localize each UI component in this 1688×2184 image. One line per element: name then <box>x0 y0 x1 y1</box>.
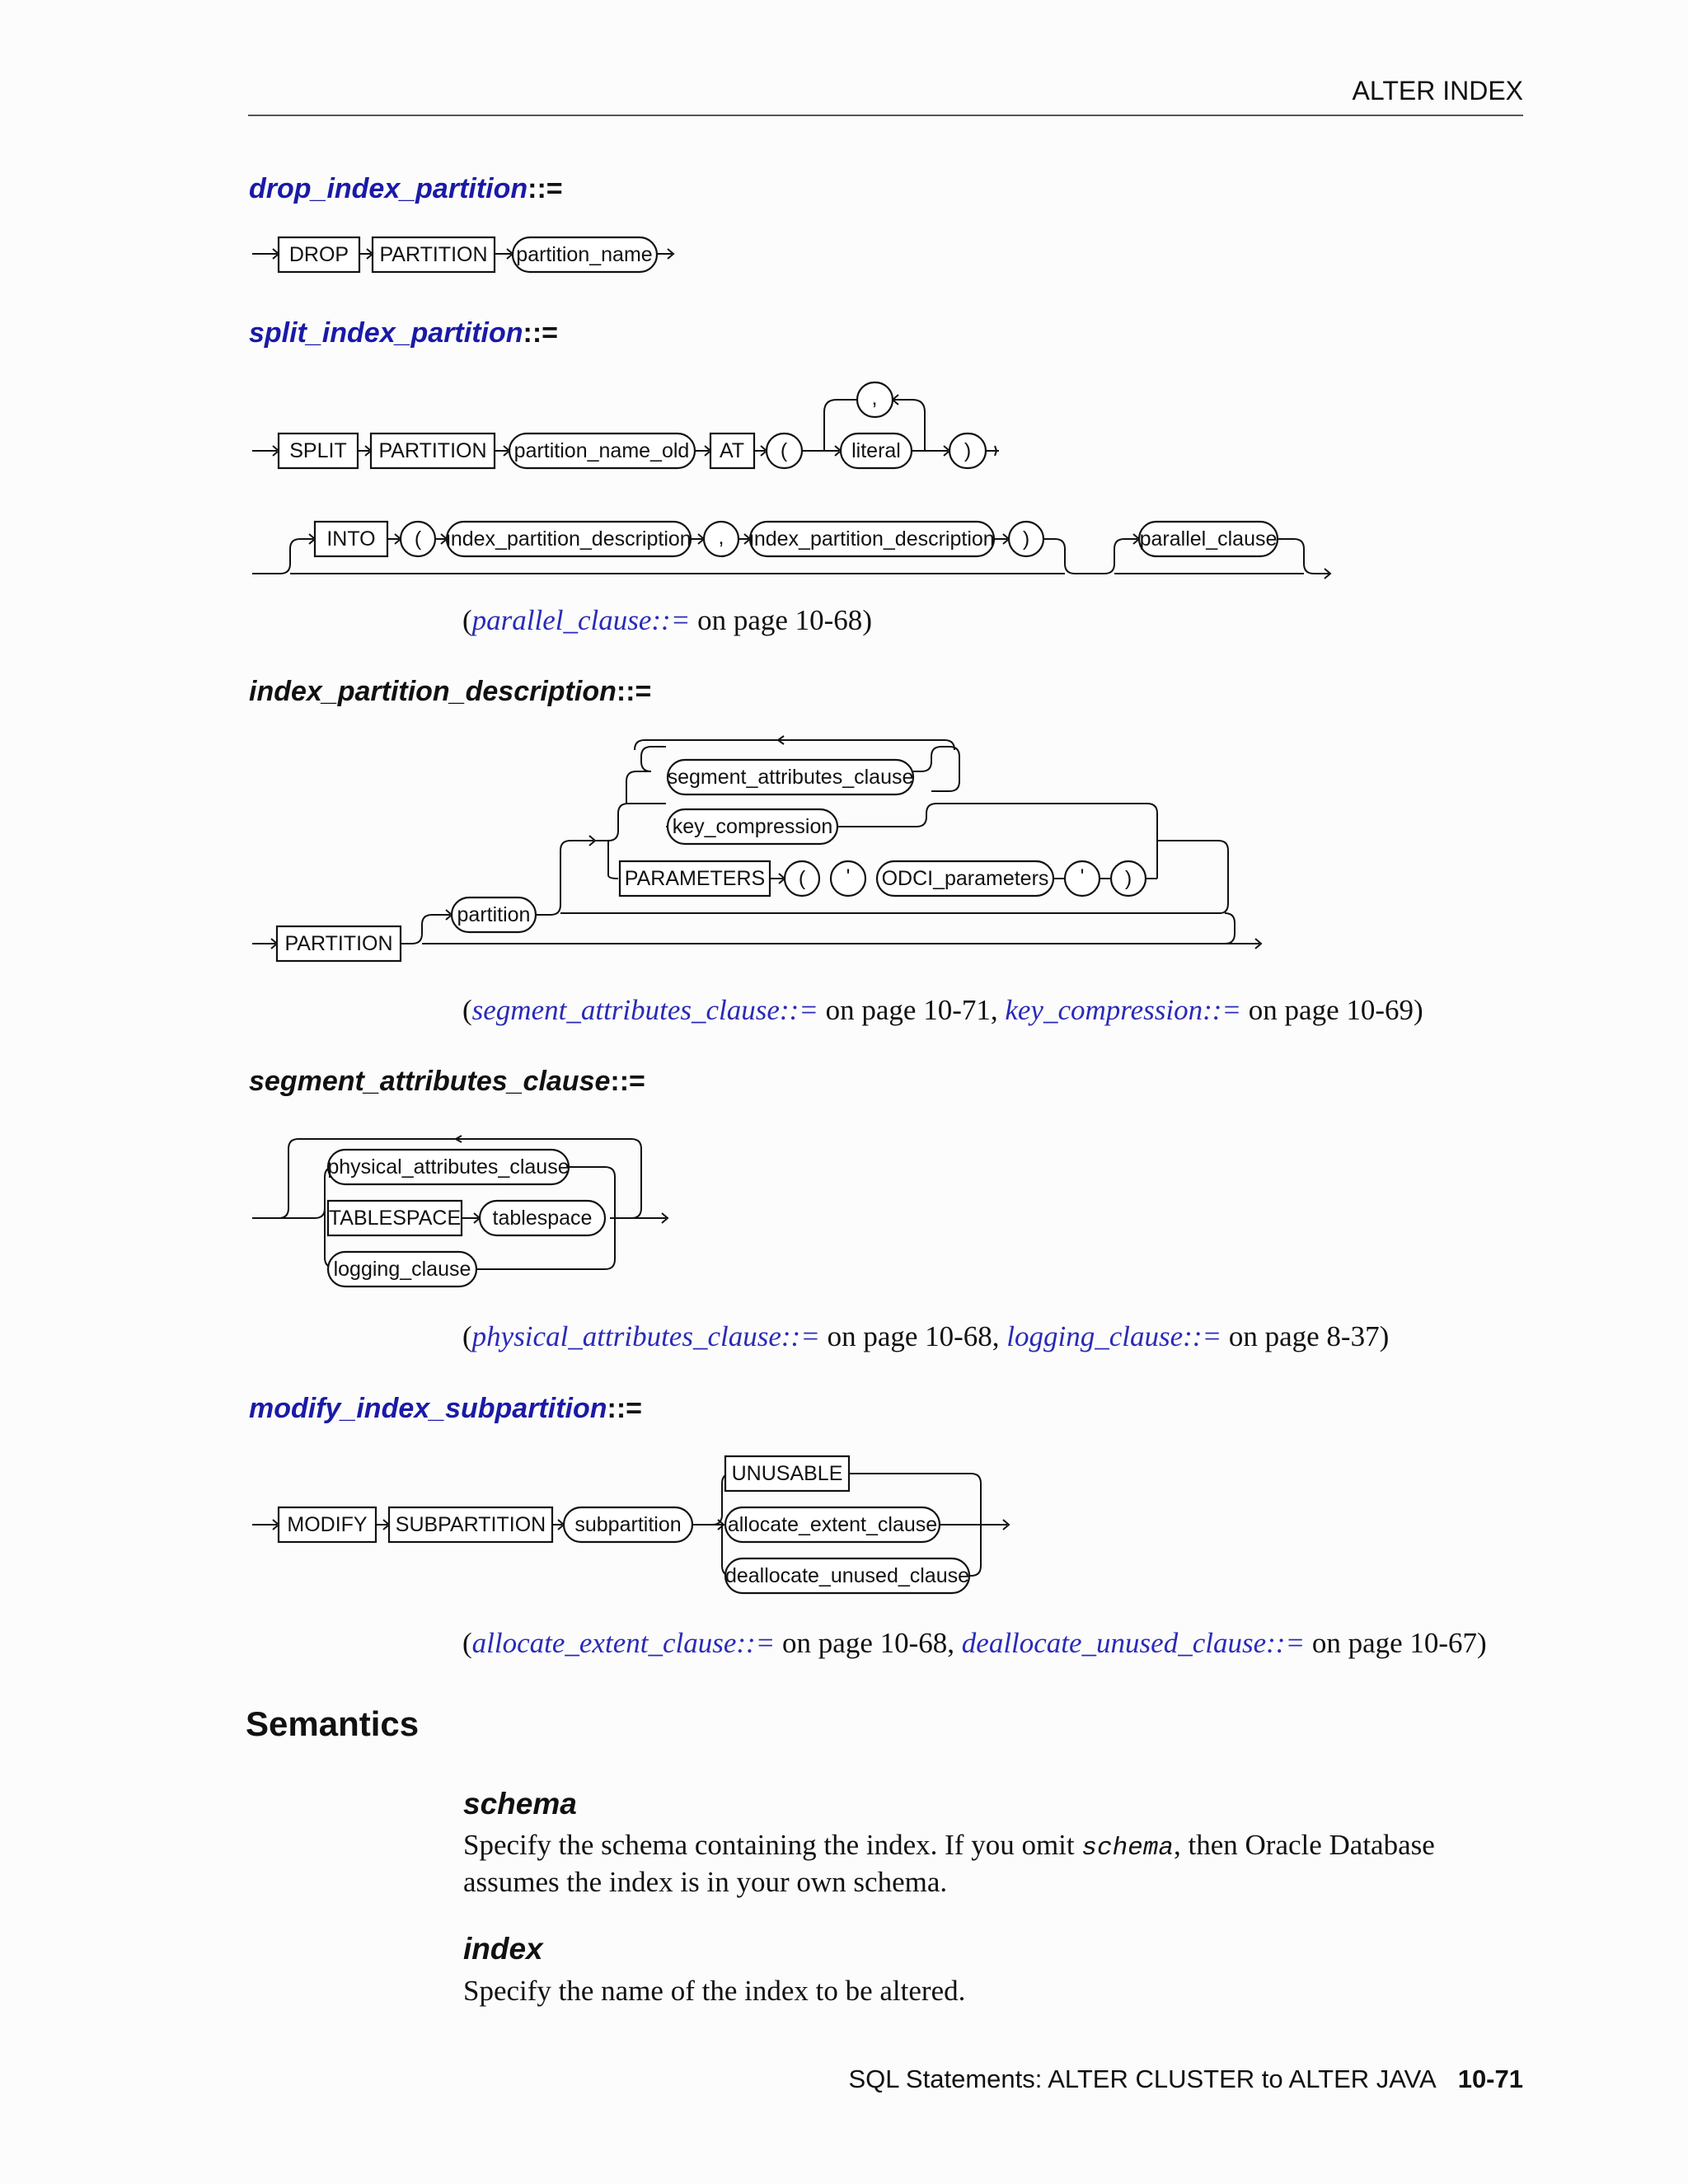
term-heading-schema: schema <box>463 1787 577 1821</box>
production-name[interactable]: modify_index_subpartition <box>249 1393 607 1424</box>
cross-reference: (allocate_extent_clause::= on page 10-68, deallocate_unused_clause::= on page 10-67) <box>462 1627 1487 1659</box>
svg-text:INTO: INTO <box>326 527 376 551</box>
svg-text:(: ( <box>414 527 422 551</box>
svg-text:key_compression: key_compression <box>672 815 833 838</box>
production-suffix: ::= <box>523 317 558 349</box>
svg-text:PARAMETERS: PARAMETERS <box>624 867 766 890</box>
cross-reference: (physical_attributes_clause::= on page 10-68, logging_clause::= on page 8-37) <box>462 1320 1390 1352</box>
symbol-right-paren <box>1111 861 1146 896</box>
svg-text:index_partition_description: index_partition_description <box>749 527 995 551</box>
production-name: index_partition_description <box>249 676 617 707</box>
production-suffix: ::= <box>610 1066 645 1097</box>
keyword-box-partition <box>373 237 495 272</box>
svg-text:partition: partition <box>457 903 531 926</box>
svg-text:parallel_clause: parallel_clause <box>1139 527 1278 551</box>
page-footer <box>848 2064 1523 2094</box>
xref-link[interactable]: physical_attributes_clause::= <box>471 1320 820 1352</box>
footer-book-section: SQL Statements: ALTER CLUSTER to ALTER JAVA <box>848 2064 1437 2093</box>
nonterminal-key-compression <box>668 809 837 844</box>
nonterminal-index-partition-description <box>446 522 691 556</box>
cross-reference: (segment_attributes_clause::= on page 10-71, key_compression::= on page 10-69) <box>462 994 1423 1026</box>
nonterminal-partition <box>452 898 536 932</box>
svg-text:PARTITION: PARTITION <box>379 243 488 266</box>
svg-text:logging_clause: logging_clause <box>333 1258 471 1281</box>
nonterminal-physical-attributes-clause <box>327 1150 569 1184</box>
symbol-right-paren <box>1009 522 1043 556</box>
svg-text:': ' <box>1080 865 1085 888</box>
svg-text:subpartition: subpartition <box>574 1513 682 1536</box>
svg-text:partition_name_old: partition_name_old <box>513 439 690 462</box>
svg-text:': ' <box>846 865 851 888</box>
inline-code: schema <box>1081 1834 1174 1863</box>
svg-text:partition_name: partition_name <box>516 243 653 266</box>
cross-reference: (parallel_clause::= on page 10-68) <box>462 604 872 636</box>
paragraph-index: Specify the name of the index to be altered. <box>463 1975 966 2007</box>
nonterminal-literal <box>841 434 912 468</box>
symbol-left-paren <box>785 861 819 896</box>
svg-text:): ) <box>1124 867 1132 890</box>
svg-text:AT: AT <box>719 439 745 462</box>
svg-text:allocate_extent_clause: allocate_extent_clause <box>727 1513 938 1536</box>
production-name[interactable]: split_index_partition <box>249 317 523 349</box>
xref-link[interactable]: deallocate_unused_clause::= <box>961 1627 1306 1659</box>
svg-text:deallocate_unused_clause: deallocate_unused_clause <box>724 1564 970 1587</box>
keyword-box-into <box>315 522 387 556</box>
production-heading-modify-index-subpartition[interactable] <box>249 1393 642 1425</box>
keyword-box-parameters <box>620 861 770 896</box>
production-name: segment_attributes_clause <box>249 1066 611 1097</box>
keyword-box-unusable <box>725 1456 849 1491</box>
svg-text:TABLESPACE: TABLESPACE <box>328 1207 462 1230</box>
term-heading-index: index <box>463 1932 543 1966</box>
svg-text:literal: literal <box>851 439 901 462</box>
nonterminal-tablespace <box>480 1201 605 1235</box>
xref-link[interactable]: allocate_extent_clause::= <box>471 1627 776 1659</box>
svg-text:physical_attributes_clause: physical_attributes_clause <box>327 1155 570 1179</box>
svg-text:PARTITION: PARTITION <box>378 439 487 462</box>
nonterminal-partition-name <box>513 237 657 272</box>
nonterminal-index-partition-description <box>749 522 994 556</box>
production-suffix: ::= <box>528 173 563 204</box>
svg-text:UNUSABLE: UNUSABLE <box>731 1462 843 1485</box>
svg-text:,: , <box>718 526 724 549</box>
symbol-quote <box>1065 861 1100 896</box>
xref-link[interactable]: key_compression::= <box>1005 994 1242 1026</box>
nonterminal-allocate-extent-clause <box>725 1507 940 1542</box>
section-heading-semantics: Semantics <box>246 1704 420 1743</box>
nonterminal-subpartition <box>564 1507 692 1542</box>
symbol-comma <box>857 382 893 417</box>
nonterminal-parallel-clause <box>1139 522 1278 556</box>
symbol-left-paren <box>767 434 802 468</box>
symbol-left-paren <box>401 522 435 556</box>
svg-text:(: ( <box>798 867 806 890</box>
keyword-box-modify <box>279 1507 376 1542</box>
svg-text:SUBPARTITION: SUBPARTITION <box>395 1513 546 1536</box>
nonterminal-segment-attributes-clause <box>668 760 914 794</box>
symbol-quote <box>831 861 865 896</box>
svg-text:MODIFY: MODIFY <box>287 1513 368 1536</box>
keyword-box-drop <box>279 237 359 272</box>
svg-text:SPLIT: SPLIT <box>289 439 347 462</box>
symbol-right-paren <box>950 434 986 468</box>
symbol-comma <box>704 522 738 556</box>
svg-text:): ) <box>1022 527 1030 551</box>
keyword-box-partition <box>277 926 401 961</box>
keyword-box-tablespace <box>328 1201 462 1235</box>
nonterminal-logging-clause <box>328 1252 476 1286</box>
nonterminal-deallocate-unused-clause <box>725 1558 969 1593</box>
xref-link[interactable]: logging_clause::= <box>1006 1320 1222 1352</box>
svg-text:PARTITION: PARTITION <box>284 932 393 955</box>
xref-link[interactable]: parallel_clause::= <box>471 604 691 636</box>
production-heading-segment-attributes-clause <box>249 1066 645 1098</box>
keyword-box-split <box>279 434 358 468</box>
production-heading-index-partition-description <box>249 676 651 708</box>
nonterminal-partition-name-old <box>509 434 695 468</box>
nonterminal-odci-parameters <box>877 861 1053 896</box>
production-suffix: ::= <box>607 1393 642 1424</box>
keyword-box-partition <box>371 434 495 468</box>
keyword-box-at <box>710 434 754 468</box>
svg-text:DROP: DROP <box>288 243 349 266</box>
svg-text:): ) <box>964 439 972 462</box>
paragraph-schema: Specify the schema containing the index. If you omit schema, then Oracle Database assumes the index is in your own schema. <box>463 1829 1435 1898</box>
production-suffix: ::= <box>616 676 652 707</box>
svg-text:,: , <box>871 387 878 410</box>
production-name[interactable]: drop_index_partition <box>249 173 528 204</box>
xref-link[interactable]: segment_attributes_clause::= <box>471 994 818 1026</box>
production-heading-split-index-partition[interactable] <box>249 317 558 349</box>
keyword-box-subpartition <box>389 1507 552 1542</box>
footer-page-number: 10-71 <box>1457 2064 1523 2093</box>
svg-text:index_partition_description: index_partition_description <box>446 527 692 551</box>
svg-text:tablespace: tablespace <box>492 1207 593 1230</box>
svg-text:(: ( <box>780 439 788 462</box>
running-header: ALTER INDEX <box>1352 76 1523 105</box>
svg-text:ODCI_parameters: ODCI_parameters <box>881 867 1049 890</box>
svg-text:segment_attributes_clause: segment_attributes_clause <box>667 766 914 789</box>
